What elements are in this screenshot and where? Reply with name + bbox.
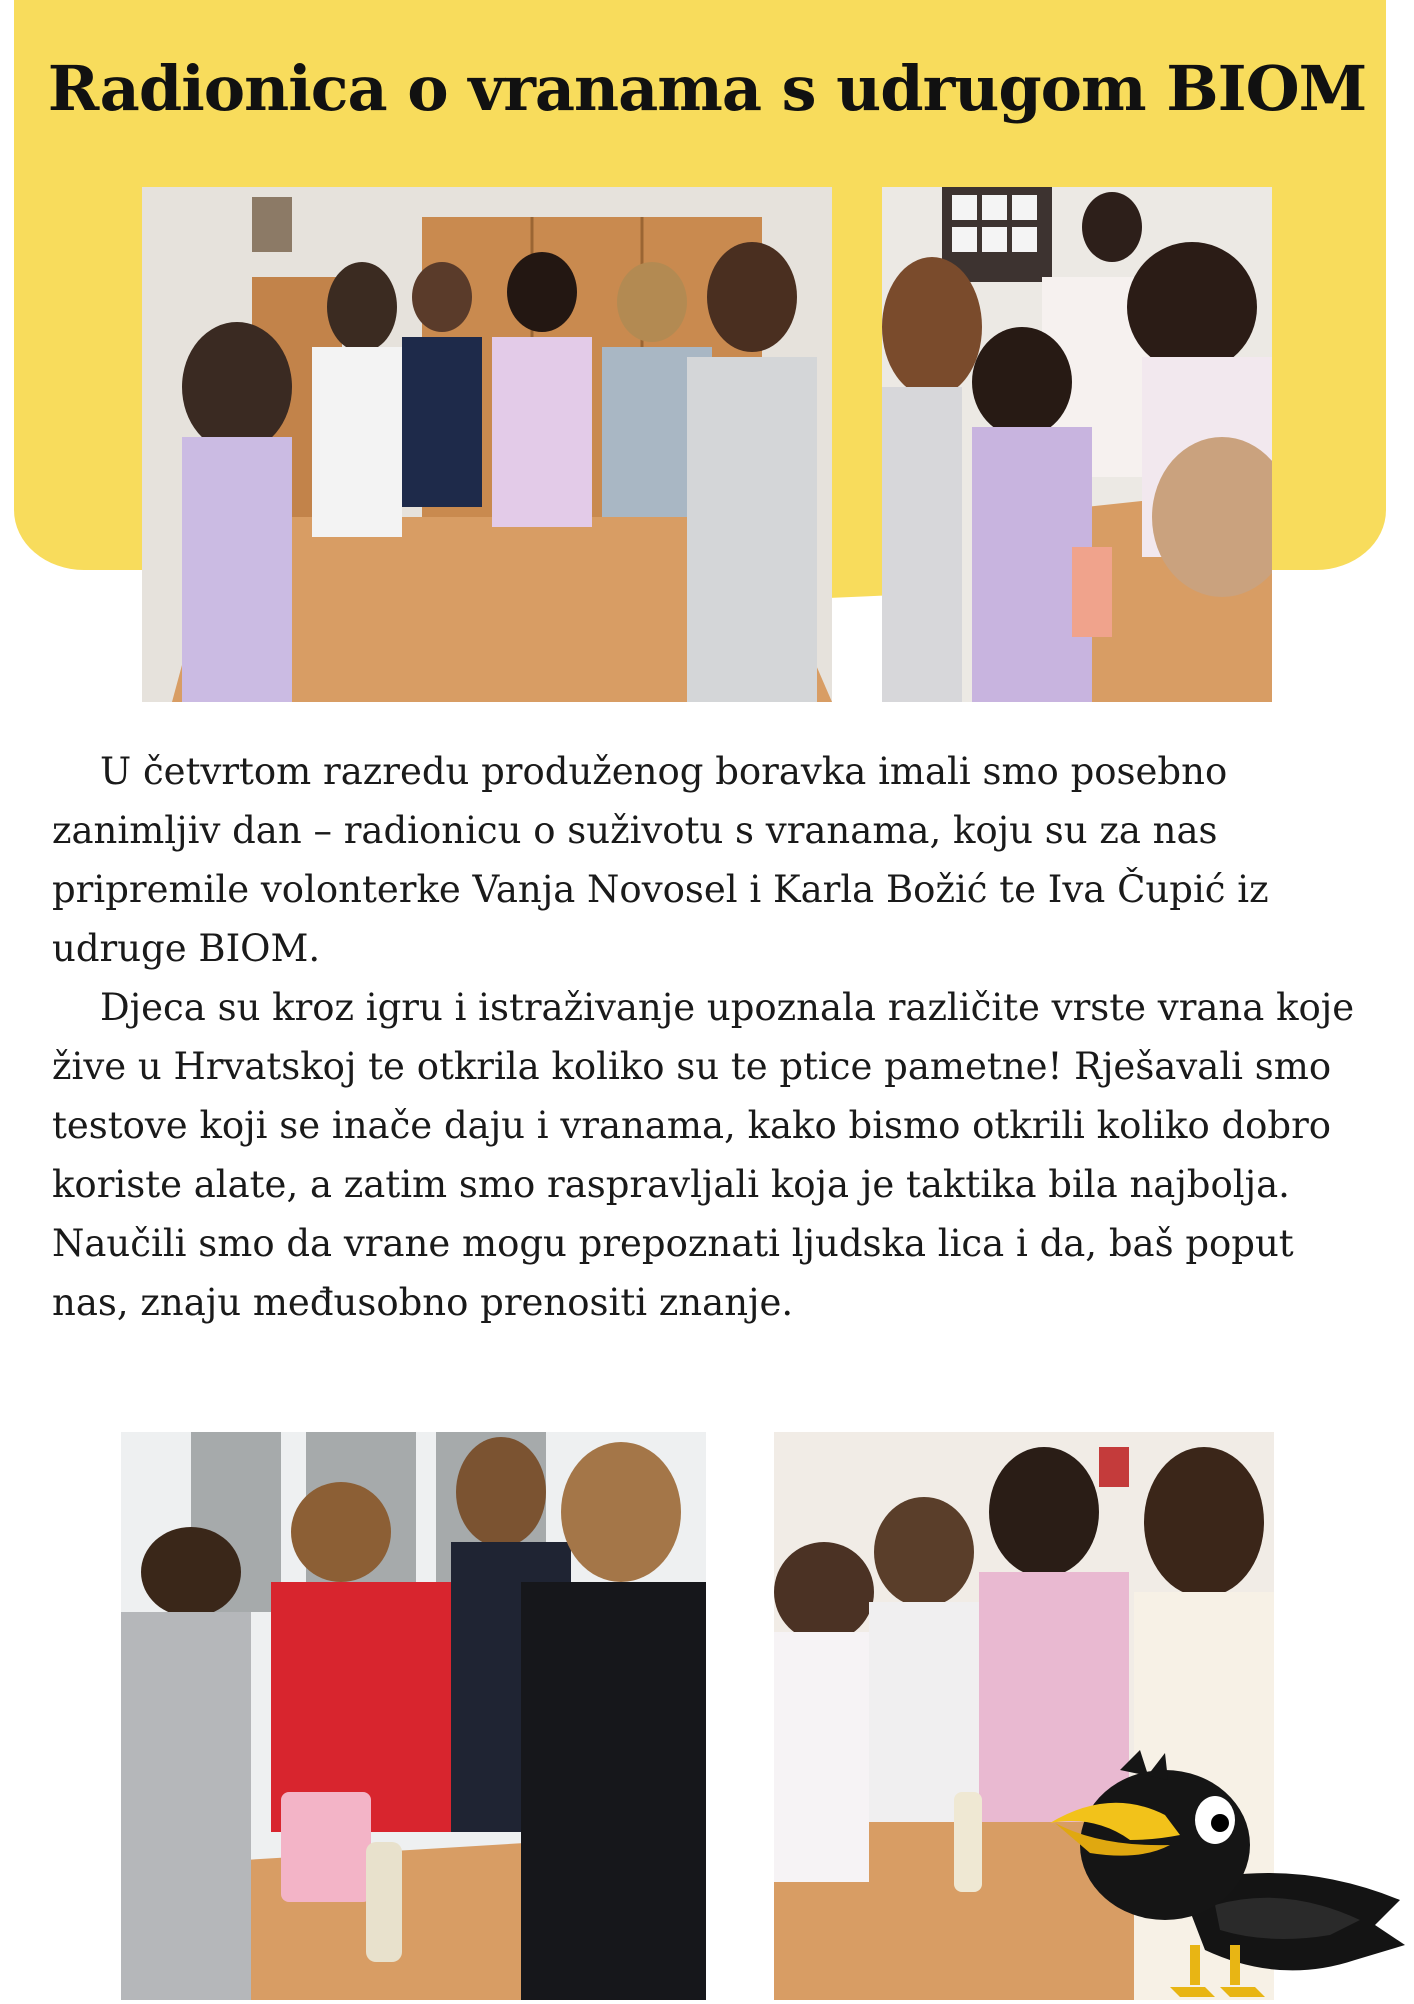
article-text [52,742,1367,1332]
page-title: Radionica o vranama s udrugom BIOM [47,52,1367,125]
article-paragraph-2: Djeca su kroz igru i istraživanje upoznala različite vrste vrana koje žive u Hrvatskoj te otkrila koliko su te ptice pametne! Rješavali smo testove koji se inače daju i vranama, kako bismo otkrili koliko dobro koriste alate, a zatim smo raspravljali koja je taktika bila najbolja. Naučili smo da vrane mogu prepoznati ljudska lica i da, baš poput nas, znaju međusobno prenositi znanje. [52,986,1355,1324]
photo-top-right [882,187,1272,702]
photo-top-left [142,187,832,702]
article-paragraph-1: U četvrtom razredu produženog boravka imali smo posebno zanimljiv dan – radionicu o suživotu s vranama, koju su za nas pripremile volonterke Vanja Novosel i Karla Božić te Iva Čupić iz udruge BIOM. [52,750,1269,970]
photo-bottom-left [121,1432,706,2000]
crow-cartoon-icon [1030,1735,1410,2000]
